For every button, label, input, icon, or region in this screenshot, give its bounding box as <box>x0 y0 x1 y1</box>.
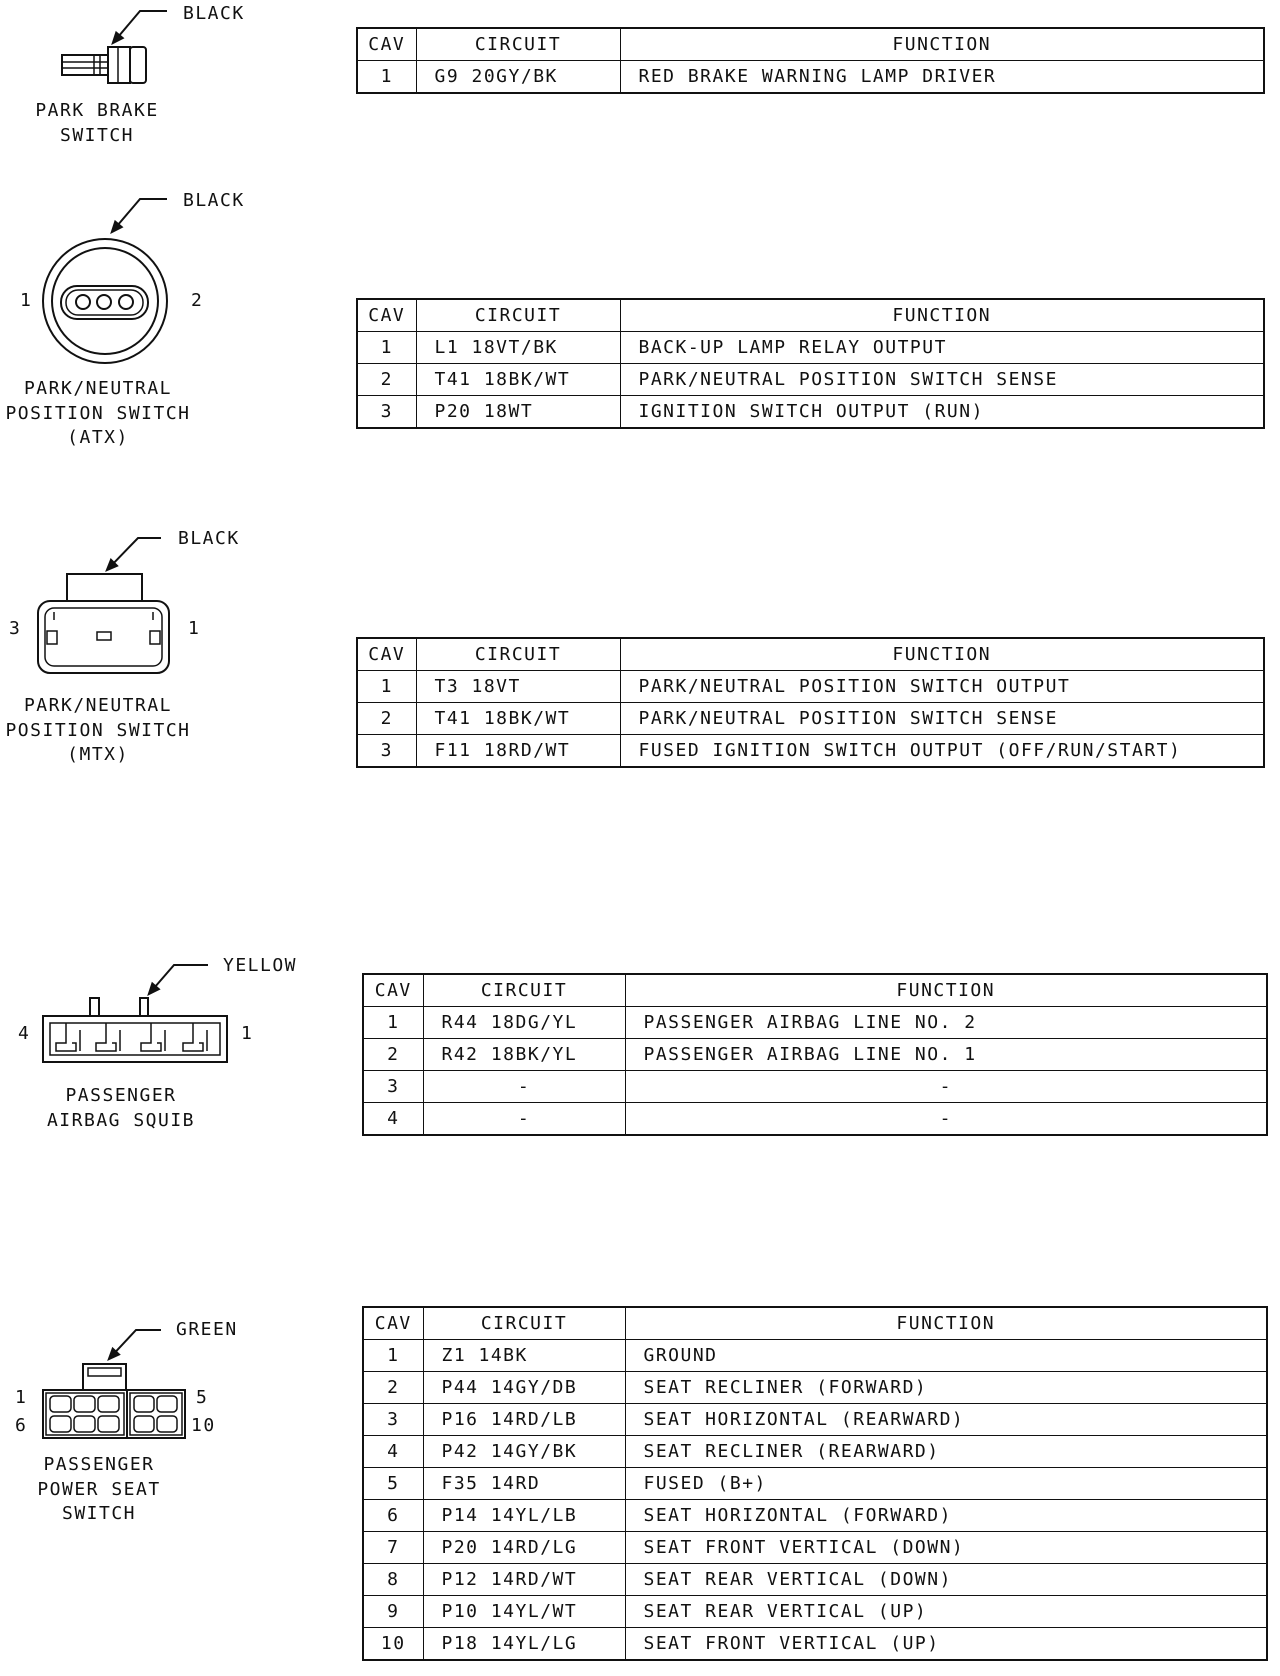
mtx-switch-connector-icon <box>38 574 169 673</box>
function-header: FUNCTION <box>625 1307 1267 1340</box>
function-cell: BACK-UP LAMP RELAY OUTPUT <box>620 332 1264 364</box>
table-row <box>363 1532 1267 1564</box>
cav-cell: 1 <box>363 1007 423 1039</box>
function-cell: SEAT HORIZONTAL (FORWARD) <box>625 1500 1267 1532</box>
connector-name-line: PASSENGER <box>65 1085 177 1106</box>
circuit-cell: P16 14RD/LB <box>423 1404 625 1436</box>
function-cell: PASSENGER AIRBAG LINE NO. 1 <box>625 1039 1267 1071</box>
table-header-row <box>357 28 1264 61</box>
connector-name-line: SWITCH <box>59 124 135 146</box>
cav-header: CAV <box>357 638 416 671</box>
function-header: FUNCTION <box>625 974 1267 1007</box>
circuit-cell: - <box>423 1071 625 1103</box>
power-seat-switch-leader-arrow <box>108 1330 161 1360</box>
circuit-cell: R44 18DG/YL <box>423 1007 625 1039</box>
table-row <box>357 396 1264 429</box>
mtx-pin-label: 3 <box>9 618 22 639</box>
cav-header: CAV <box>363 974 423 1007</box>
connector-name-line: PARK BRAKE <box>35 100 159 121</box>
function-cell: SEAT REAR VERTICAL (UP) <box>625 1596 1267 1628</box>
atx-pin-label: 1 <box>20 290 33 311</box>
circuit-cell: F11 18RD/WT <box>416 735 620 768</box>
connector-name-line: PASSENGER <box>43 1454 155 1475</box>
table-row <box>357 671 1264 703</box>
cav-header: CAV <box>357 299 416 332</box>
circuit-header: CIRCUIT <box>416 638 620 671</box>
power-seat-pin-label: 10 <box>191 1415 216 1436</box>
function-cell: GROUND <box>625 1340 1267 1372</box>
table-row <box>363 1468 1267 1500</box>
power-seat-switch-connector-icon <box>43 1364 185 1438</box>
circuit-header: CIRCUIT <box>416 299 620 332</box>
cav-cell: 5 <box>363 1468 423 1500</box>
table-row <box>357 332 1264 364</box>
function-header: FUNCTION <box>620 28 1264 61</box>
mtx-pin-label: 1 <box>188 618 201 639</box>
connector-name-line: SWITCH <box>61 1503 137 1524</box>
table-header-row <box>357 299 1264 332</box>
atx-switch-name <box>0 377 218 451</box>
cav-cell: 4 <box>363 1103 423 1136</box>
airbag-squib-connector-icon <box>43 998 227 1062</box>
airbag-squib-pin-label: 4 <box>18 1023 31 1044</box>
cav-cell: 10 <box>363 1628 423 1661</box>
table-row <box>363 1071 1267 1103</box>
cav-cell: 1 <box>357 61 416 94</box>
table-row <box>357 735 1264 768</box>
function-cell: FUSED IGNITION SWITCH OUTPUT (OFF/RUN/START) <box>620 735 1264 768</box>
table-row <box>363 1372 1267 1404</box>
circuit-cell: L1 18VT/BK <box>416 332 620 364</box>
circuit-cell: R42 18BK/YL <box>423 1039 625 1071</box>
cav-cell: 9 <box>363 1596 423 1628</box>
function-cell: PARK/NEUTRAL POSITION SWITCH SENSE <box>620 703 1264 735</box>
table-row <box>357 61 1264 94</box>
atx-switch-pinout-table <box>356 298 1265 429</box>
table-header-row <box>363 974 1267 1007</box>
function-cell: PASSENGER AIRBAG LINE NO. 2 <box>625 1007 1267 1039</box>
circuit-cell: T41 18BK/WT <box>416 364 620 396</box>
power-seat-pin-label: 5 <box>196 1387 209 1408</box>
circuit-cell: T41 18BK/WT <box>416 703 620 735</box>
function-cell: SEAT RECLINER (REARWARD) <box>625 1436 1267 1468</box>
function-cell: - <box>625 1071 1267 1103</box>
circuit-header: CIRCUIT <box>416 28 620 61</box>
connector-name-line: POWER SEAT <box>37 1478 161 1500</box>
table-header-row <box>357 638 1264 671</box>
table-row <box>363 1103 1267 1136</box>
circuit-header: CIRCUIT <box>423 974 625 1007</box>
cav-header: CAV <box>357 28 416 61</box>
table-row <box>363 1436 1267 1468</box>
function-cell: - <box>625 1103 1267 1136</box>
cav-header: CAV <box>363 1307 423 1340</box>
table-row <box>363 1596 1267 1628</box>
circuit-cell: G9 20GY/BK <box>416 61 620 94</box>
table-row <box>363 1007 1267 1039</box>
park-brake-switch-pinout-table <box>356 27 1265 94</box>
park-brake-switch-connector-icon <box>62 47 146 83</box>
cav-cell: 7 <box>363 1532 423 1564</box>
cav-cell: 1 <box>357 332 416 364</box>
table-row <box>363 1500 1267 1532</box>
cav-cell: 3 <box>357 396 416 429</box>
mtx-switch-leader-arrow <box>106 538 161 571</box>
function-cell: FUSED (B+) <box>625 1468 1267 1500</box>
atx-switch-wire-color: BLACK <box>183 190 245 211</box>
airbag-squib-pin-label: 1 <box>241 1023 254 1044</box>
table-row <box>363 1404 1267 1436</box>
circuit-cell: P20 14RD/LG <box>423 1532 625 1564</box>
power-seat-switch-name <box>0 1453 219 1527</box>
connector-name-line: (MTX) <box>67 744 129 765</box>
cav-cell: 2 <box>363 1039 423 1071</box>
table-row <box>357 364 1264 396</box>
connector-name-line: (ATX) <box>67 427 129 448</box>
function-cell: RED BRAKE WARNING LAMP DRIVER <box>620 61 1264 94</box>
function-header: FUNCTION <box>620 638 1264 671</box>
connector-name-line: PARK/NEUTRAL <box>23 378 173 399</box>
cav-cell: 3 <box>357 735 416 768</box>
cav-cell: 3 <box>363 1404 423 1436</box>
circuit-header: CIRCUIT <box>423 1307 625 1340</box>
table-row <box>357 703 1264 735</box>
function-cell: SEAT FRONT VERTICAL (UP) <box>625 1628 1267 1661</box>
cav-cell: 6 <box>363 1500 423 1532</box>
atx-switch-leader-arrow <box>111 199 167 233</box>
connector-name-line: PARK/NEUTRAL <box>23 695 173 716</box>
circuit-cell: P18 14YL/LG <box>423 1628 625 1661</box>
circuit-cell: P12 14RD/WT <box>423 1564 625 1596</box>
airbag-squib-wire-color: YELLOW <box>223 955 298 976</box>
circuit-cell: P44 14GY/DB <box>423 1372 625 1404</box>
connector-name-line: AIRBAG SQUIB <box>46 1109 196 1131</box>
atx-pin-label: 2 <box>191 290 204 311</box>
table-row <box>363 1628 1267 1661</box>
connector-name-line: POSITION SWITCH <box>5 719 191 741</box>
cav-cell: 2 <box>357 364 416 396</box>
power-seat-pin-label: 1 <box>15 1387 28 1408</box>
cav-cell: 1 <box>357 671 416 703</box>
circuit-cell: P10 14YL/WT <box>423 1596 625 1628</box>
table-row <box>363 1039 1267 1071</box>
circuit-cell: P42 14GY/BK <box>423 1436 625 1468</box>
cav-cell: 1 <box>363 1340 423 1372</box>
function-cell: IGNITION SWITCH OUTPUT (RUN) <box>620 396 1264 429</box>
function-cell: SEAT RECLINER (FORWARD) <box>625 1372 1267 1404</box>
cav-cell: 2 <box>357 703 416 735</box>
function-cell: SEAT HORIZONTAL (REARWARD) <box>625 1404 1267 1436</box>
circuit-cell: P14 14YL/LB <box>423 1500 625 1532</box>
airbag-squib-pinout-table <box>362 973 1268 1136</box>
function-cell: SEAT REAR VERTICAL (DOWN) <box>625 1564 1267 1596</box>
atx-switch-connector-icon <box>43 239 167 363</box>
circuit-cell: T3 18VT <box>416 671 620 703</box>
circuit-cell: F35 14RD <box>423 1468 625 1500</box>
power-seat-switch-pinout-table <box>362 1306 1268 1661</box>
power-seat-pin-label: 6 <box>15 1415 28 1436</box>
function-cell: PARK/NEUTRAL POSITION SWITCH SENSE <box>620 364 1264 396</box>
airbag-squib-leader-arrow <box>148 965 208 995</box>
function-header: FUNCTION <box>620 299 1264 332</box>
cav-cell: 2 <box>363 1372 423 1404</box>
function-cell: SEAT FRONT VERTICAL (DOWN) <box>625 1532 1267 1564</box>
park-brake-switch-name <box>0 99 217 148</box>
cav-cell: 3 <box>363 1071 423 1103</box>
table-row <box>363 1564 1267 1596</box>
airbag-squib-name <box>1 1084 241 1133</box>
table-row <box>363 1340 1267 1372</box>
cav-cell: 8 <box>363 1564 423 1596</box>
table-header-row <box>363 1307 1267 1340</box>
circuit-cell: Z1 14BK <box>423 1340 625 1372</box>
mtx-switch-name <box>0 694 218 768</box>
connector-name-line: POSITION SWITCH <box>5 402 191 424</box>
function-cell: PARK/NEUTRAL POSITION SWITCH OUTPUT <box>620 671 1264 703</box>
mtx-switch-pinout-table <box>356 637 1265 768</box>
park-brake-wire-color: BLACK <box>183 3 245 24</box>
cav-cell: 4 <box>363 1436 423 1468</box>
power-seat-wire-color: GREEN <box>176 1319 238 1340</box>
mtx-switch-wire-color: BLACK <box>178 528 240 549</box>
circuit-cell: - <box>423 1103 625 1136</box>
circuit-cell: P20 18WT <box>416 396 620 429</box>
park-brake-switch-leader-arrow <box>112 11 167 44</box>
